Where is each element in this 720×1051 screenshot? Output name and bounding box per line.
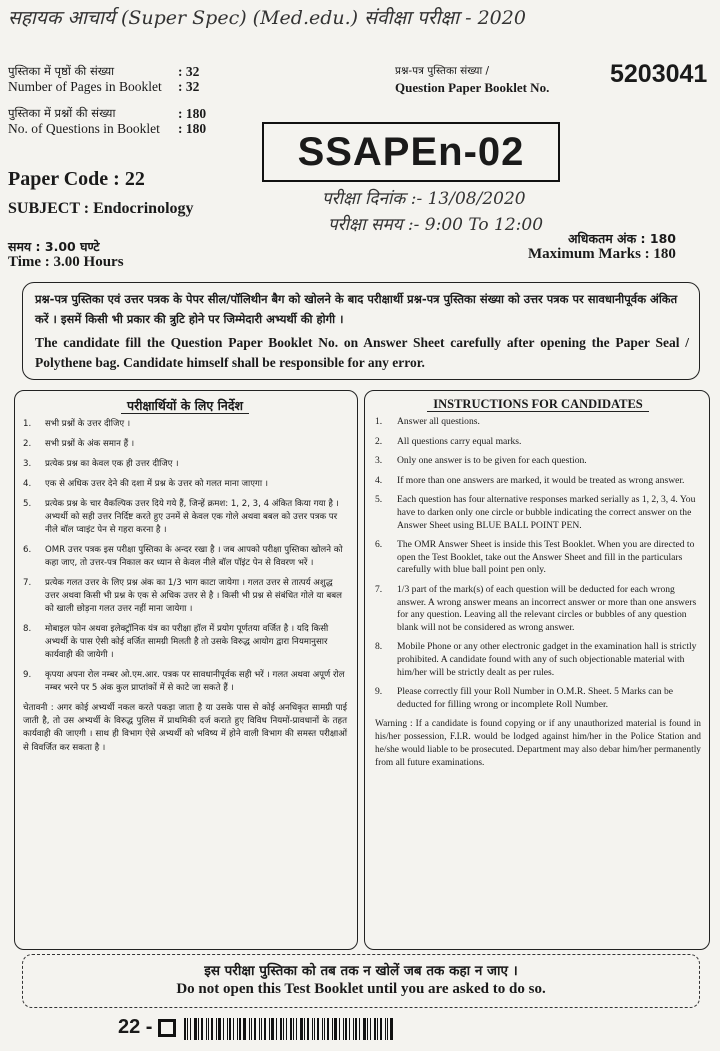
duration-en: Time : 3.00 Hours	[8, 254, 124, 270]
instruction-number: 8.	[375, 641, 383, 653]
barcode-bar	[280, 1018, 282, 1040]
barcode-bar	[343, 1018, 344, 1040]
instruction-text: Mobile Phone or any other electronic gadget in the examination hall is strictly prohibited. A candidate found with any of such objectionable material with him/her will be strictly dealt as per rules.	[397, 641, 697, 678]
pages-value-en: : 32	[178, 79, 200, 94]
instruction-text: Only one answer is to be given for each question.	[397, 455, 587, 467]
barcode-bar	[223, 1018, 224, 1040]
barcode-bar	[380, 1018, 382, 1040]
barcode-bar	[385, 1018, 386, 1040]
instruction-text: All questions carry equal marks.	[397, 435, 522, 447]
barcode-bar	[276, 1018, 277, 1040]
instruction-text: प्रत्येक प्रश्न का केवल एक ही उत्तर दीजिए ।	[45, 459, 179, 469]
instruction-text: कृपया अपना रोल नम्बर ओ.एम.आर. पत्रक पर सावधानीपूर्वक सही भरें । गलत अथवा अपूर्ण रोल नम्बर भरने पर 5 अंक कुल प्राप्तांकों में से काटे जा सकते हैं ।	[45, 670, 345, 693]
instruction-number: 9.	[375, 686, 383, 698]
notice-text-hi: प्रश्न-पत्र पुस्तिका एवं उत्तर पत्रक के पेपर सील/पॉलिथीन बैग को खोलने के बाद परीक्षार्थी प्रश्न-पत्र पुस्तिका संख्या को उत्तर पत्रक पर सावधानीपूर्वक अंकित करें । इसमें किसी भी प्रकार की त्रुटि होने पर जिम्मेदारी अभ्यर्थी की होगी ।	[35, 292, 678, 326]
instruction-item	[23, 438, 347, 451]
instruction-number: 4.	[375, 474, 383, 486]
barcode	[184, 1018, 434, 1040]
barcode-bar	[296, 1018, 297, 1040]
barcode-bar	[339, 1018, 340, 1040]
barcode-bar	[324, 1018, 325, 1040]
barcode-bar	[233, 1018, 234, 1040]
hindi-instructions-panel	[14, 390, 358, 950]
instruction-item	[23, 478, 347, 491]
barcode-bar	[264, 1018, 266, 1040]
instruction-item	[23, 623, 347, 662]
barcode-bar	[229, 1018, 231, 1040]
instruction-item	[375, 455, 701, 468]
pages-label-en: Number of Pages in Booklet	[8, 79, 162, 94]
barcode-bar	[387, 1018, 388, 1040]
instruction-text: The OMR Answer Sheet is inside this Test Booklet. When you are directed to open the Test Booklet, take out the Answer Sheet and fill in the particulars carefully with blue ball point pen only.	[397, 539, 695, 576]
booklet-number: 5203041	[610, 60, 708, 88]
instruction-text: प्रत्येक गलत उत्तर के लिए प्रश्न अंक का 1/3 भाग काटा जायेगा । गलत उत्तर से तात्पर्य अशुद्ध उत्तर अथवा किसी भी प्रश्न के एक से अधिक उत्तर से है । किसी भी प्रश्न से संबंधित गोले या बबल को खाली छोड़ना गलत उत्तर नहीं माना जायेगा ।	[45, 578, 342, 614]
booklet-label-en: Question Paper Booklet No.	[395, 80, 550, 95]
barcode-bar	[374, 1018, 376, 1040]
barcode-bar	[307, 1018, 309, 1040]
barcode-bar	[367, 1018, 368, 1040]
barcode-bar	[211, 1018, 213, 1040]
instruction-text: 1/3 part of the mark(s) of each question will be deducted for each wrong answer. A wrong answer means an incorrect answer or more than one answers for any question. Leaving all the relevant circles or bubbles of any question blank will not be considered as wrong answer.	[397, 583, 697, 633]
barcode-bar	[187, 1018, 188, 1040]
questions-block	[8, 106, 238, 136]
barcode-bar	[237, 1018, 238, 1040]
barcode-bar	[271, 1018, 274, 1040]
pages-value: : 32	[178, 64, 200, 79]
instruction-number: 3.	[23, 459, 32, 469]
instruction-text: सभी प्रश्नों के उत्तर दीजिए ।	[45, 419, 131, 429]
barcode-bar	[322, 1018, 323, 1040]
barcode-bar	[353, 1018, 354, 1040]
footer-text-en: Do not open this Test Booklet until you are asked to do so.	[176, 981, 546, 997]
barcode-bar	[208, 1018, 209, 1040]
instruction-item	[375, 641, 701, 679]
instruction-text: एक से अधिक उत्तर देने की दशा में प्रश्न के उत्तर को गलत माना जाएगा ।	[45, 479, 269, 489]
bottom-paper-code	[118, 1016, 176, 1039]
barcode-bar	[206, 1018, 207, 1040]
instruction-item	[23, 418, 347, 431]
barcode-bar	[377, 1018, 378, 1040]
instruction-item	[23, 458, 347, 471]
instruction-item	[375, 436, 701, 449]
barcode-bar	[261, 1018, 262, 1040]
barcode-bar	[251, 1018, 252, 1040]
barcode-bar	[259, 1018, 260, 1040]
max-marks-en: Maximum Marks : 180	[528, 246, 676, 262]
barcode-bar	[327, 1018, 329, 1040]
instruction-item	[375, 494, 701, 532]
barcode-bar	[355, 1018, 357, 1040]
barcode-bar	[249, 1018, 250, 1040]
hindi-instructions-list	[23, 418, 347, 695]
questions-value-en: : 180	[178, 121, 207, 136]
instruction-number: 3.	[375, 455, 383, 467]
notice-box	[22, 282, 700, 380]
english-instructions-list	[375, 416, 701, 711]
instruction-number: 6.	[375, 539, 383, 551]
hindi-instructions-title: परीक्षार्थियों के लिए निर्देश	[121, 398, 249, 414]
barcode-bar	[304, 1018, 305, 1040]
instruction-text: Each question has four alternative responses marked serially as 1, 2, 3, 4. You have to darken only one circle or bubble indicating the correct answer on the Answer Sheet using BLUE BALL POINT PEN.	[397, 494, 696, 531]
instruction-item	[375, 475, 701, 488]
booklet-label-hi: प्रश्न-पत्र पुस्तिका संख्या /	[395, 65, 490, 77]
series-code-box	[262, 122, 560, 182]
instruction-number: 4.	[23, 479, 32, 489]
instruction-text: OMR उत्तर पत्रक इस परीक्षा पुस्तिका के अन्दर रखा है । जब आपको परीक्षा पुस्तिका खोलने को कहा जाए, तो उत्तर-पत्र निकाल कर ध्यान से केवल नीले बॉल पॉइंट पेन से विवरण भरें ।	[45, 545, 343, 568]
exam-time: परीक्षा समय :- 9:00 To 12:00	[328, 215, 544, 235]
barcode-bar	[390, 1018, 393, 1040]
english-warning: Warning : If a candidate is found copying or if any unauthorized material is found in his/her possession, F.I.R. would be lodged against him/her in the Police Station and he/she would liable to be prosecuted. Department may also debar him/her permanently from all future examinations.	[375, 719, 701, 769]
instruction-item	[375, 584, 701, 634]
barcode-bar	[359, 1018, 360, 1040]
questions-value: : 180	[178, 106, 207, 121]
barcode-bar	[349, 1018, 350, 1040]
instruction-number: 8.	[23, 624, 32, 634]
questions-label-hi: पुस्तिका में प्रश्नों की संख्या	[8, 106, 116, 120]
barcode-bar	[198, 1018, 199, 1040]
barcode-bar	[345, 1018, 347, 1040]
instruction-text: Please correctly fill your Roll Number in O.M.R. Sheet. 5 Marks can be deducted for filling wrong or incomplete Roll Number.	[397, 686, 674, 710]
instruction-number: 7.	[375, 583, 383, 595]
barcode-bar	[286, 1018, 287, 1040]
barcode-bar	[201, 1018, 203, 1040]
barcode-bar	[370, 1018, 371, 1040]
instruction-item	[23, 544, 347, 570]
instruction-item	[375, 539, 701, 577]
instruction-item	[375, 686, 701, 711]
barcode-bar	[190, 1018, 191, 1040]
duration-hi: समय : 3.00 घण्टे	[8, 239, 100, 254]
barcode-bar	[194, 1018, 197, 1040]
instruction-item	[23, 577, 347, 616]
paper-code: Paper Code : 22	[8, 168, 145, 190]
instruction-text: मोबाइल फोन अथवा इलेक्ट्रॉनिक यंत्र का परीक्षा हॉल में प्रयोग पूर्णतया वर्जित है । यदि किसी अभ्यर्थी के पास ऐसी कोई वर्जित सामग्री मिलती है तो उसके विरुद्ध आयोग द्वारा नियमानुसार कार्यवाही की जायेगी ।	[45, 624, 329, 660]
barcode-bar	[332, 1018, 333, 1040]
barcode-bar	[363, 1018, 366, 1040]
questions-label-en: No. of Questions in Booklet	[8, 121, 160, 136]
instruction-text: If more than one answers are marked, it would be treated as wrong answer.	[397, 474, 685, 486]
english-instructions-title: INSTRUCTIONS FOR CANDIDATES	[427, 397, 649, 412]
instruction-number: 5.	[23, 499, 32, 509]
checkbox-square	[158, 1019, 176, 1037]
series-code: SSAPEn-02	[297, 129, 525, 174]
english-instructions-panel	[364, 390, 710, 950]
instruction-item	[23, 669, 347, 695]
barcode-bar	[254, 1018, 256, 1040]
barcode-bar	[293, 1018, 294, 1040]
instruction-text: सभी प्रश्नों के अंक समान हैं ।	[45, 439, 135, 449]
instruction-number: 2.	[23, 439, 32, 449]
instruction-number: 1.	[375, 416, 383, 427]
pages-block	[8, 64, 238, 94]
barcode-bar	[334, 1018, 337, 1040]
instruction-item	[375, 416, 701, 429]
max-marks-hi: अधिकतम अंक : 180	[568, 231, 676, 246]
barcode-bar	[239, 1018, 241, 1040]
barcode-bar	[300, 1018, 303, 1040]
instruction-number: 1.	[23, 419, 32, 429]
subject: SUBJECT : Endocrinology	[8, 200, 194, 217]
handwritten-exam-title: सहायक आचार्य (Super Spec) (Med.edu.) संवीक्षा परीक्षा - 2020	[8, 7, 526, 29]
instruction-number: 7.	[23, 578, 32, 588]
instruction-number: 5.	[375, 494, 383, 506]
instruction-text: Answer all questions.	[397, 416, 480, 427]
instruction-number: 2.	[375, 435, 383, 447]
barcode-bar	[216, 1018, 217, 1040]
instruction-text: प्रत्येक प्रश्न के चार वैकल्पिक उत्तर दिये गये हैं, जिन्हें क्रमश: 1, 2, 3, 4 अंकित किया गया है । अभ्यर्थी को सही उत्तर निर्दिष्ट करते हुए उनमें से केवल एक गोले अथवा बबल को उत्तर पत्रक पर नीले बॉल प्वाइंट पेन से गहरा करना है ।	[45, 499, 339, 535]
bottom-code-text: 22 -	[118, 1016, 153, 1038]
barcode-bar	[184, 1018, 186, 1040]
pages-label-hi: पुस्तिका में पृष्ठों की संख्या	[8, 64, 115, 78]
footer-text-hi: इस परीक्षा पुस्तिका को तब तक न खोलें जब तक कहा न जाए ।	[204, 963, 518, 979]
do-not-open-box	[22, 954, 700, 1008]
instruction-number: 9.	[23, 670, 32, 680]
barcode-bar	[290, 1018, 292, 1040]
barcode-bar	[314, 1018, 315, 1040]
barcode-bar	[243, 1018, 246, 1040]
barcode-bar	[269, 1018, 270, 1040]
notice-text-en: The candidate fill the Question Paper Booklet No. on Answer Sheet carefully after opening the Paper Seal / Polythene bag. Candidate himself shall be responsible for any error.	[35, 335, 689, 370]
exam-date: परीक्षा दिनांक :- 13/08/2020	[322, 189, 526, 209]
barcode-bar	[283, 1018, 284, 1040]
barcode-bar	[312, 1018, 313, 1040]
barcode-bar	[317, 1018, 319, 1040]
barcode-bar	[218, 1018, 221, 1040]
barcode-bar	[227, 1018, 228, 1040]
hindi-warning: चेतावनी : अगर कोई अभ्यर्थी नकल करते पकड़ा जाता है या उसके पास से कोई अनधिकृत सामग्री पाई जाती है, तो उस अभ्यर्थी के विरुद्ध पुलिस में प्राथमिकी दर्ज कराते हुए विविध नियमों-प्रावधानों के तहत कार्यवाही की जाएगी । साथ ही विभाग ऐसे अभ्यर्थी को भविष्य में होने वाली विभाग की समस्त परीक्षाओं से विवर्जित कर सकता है ।	[23, 703, 347, 753]
instruction-item	[23, 498, 347, 537]
instruction-number: 6.	[23, 545, 32, 555]
